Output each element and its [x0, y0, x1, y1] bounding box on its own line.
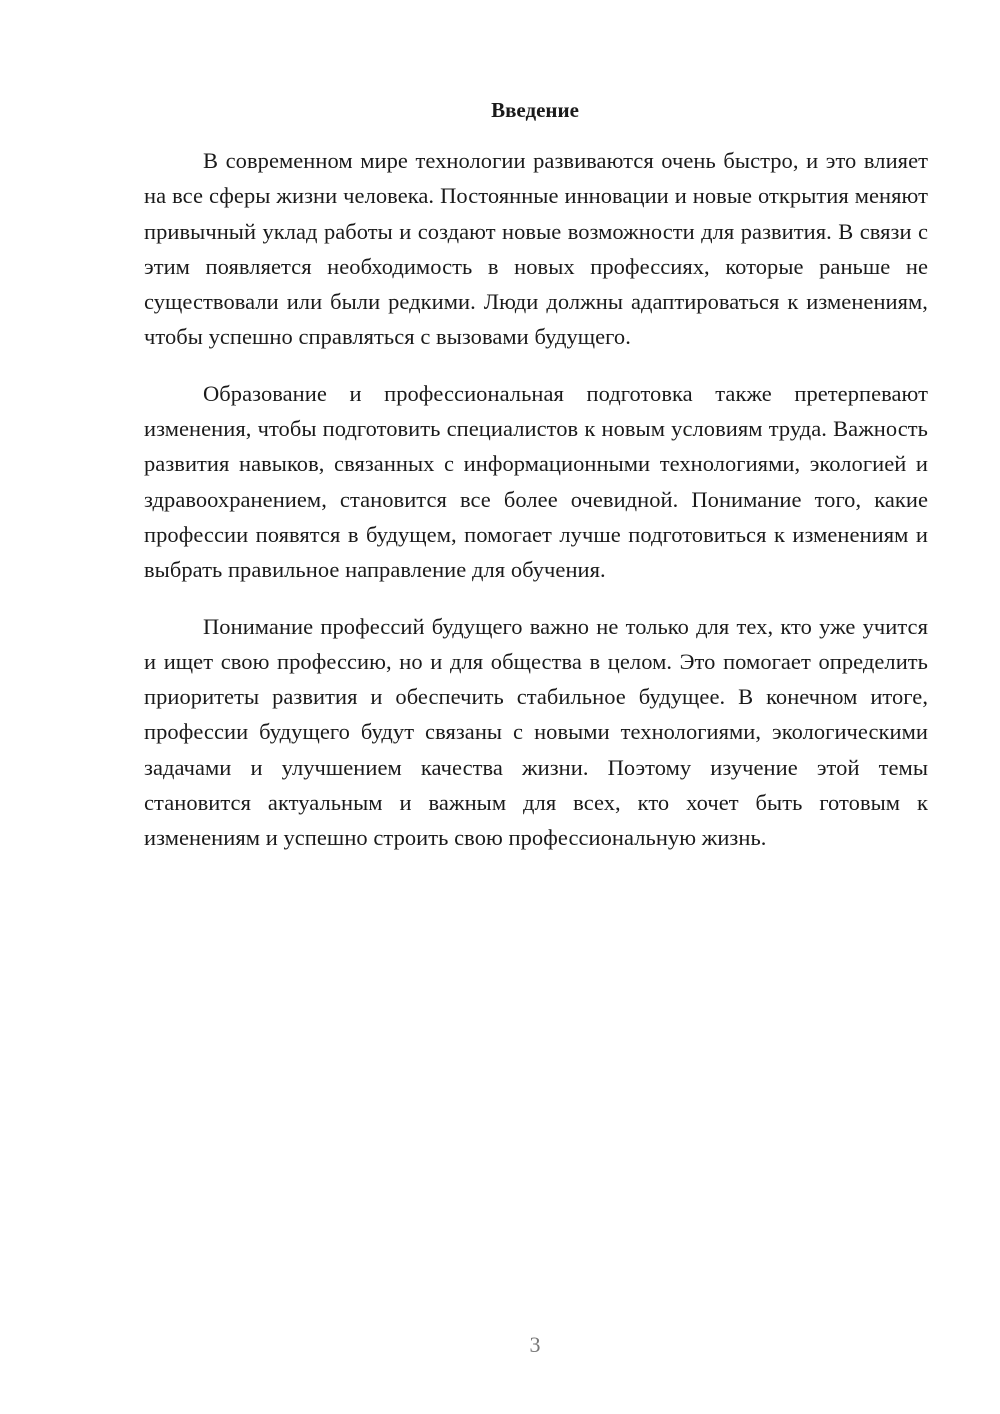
paragraph: В современном мире технологии развиваются очень быстро, и это влияет на все сферы жизни человека. Постоянные инновации и новые открытия меняют привычный уклад работы и создают новые возможности для развития. В связи с этим появляется необходимость в новых профессиях, которые раньше не существовали или были редкими. Люди должны адаптироваться к изменениям, чтобы успешно справляться с вызовами будущего.	[144, 148, 928, 350]
paragraph: Образование и профессиональная подготовка также претерпевают изменения, чтобы подготовить специалистов к новым условиям труда. Важность развития навыков, связанных с информационными технологиями, экологией и здравоохранением, становится все более очевидной. Понимание того, какие профессии появятся в будущем, помогает лучше подготовиться к изменениям и выбрать правильное направление для обучения.	[144, 380, 928, 583]
section-heading: Введение	[491, 98, 579, 122]
document-body	[144, 143, 928, 856]
paragraph: Понимание профессий будущего важно не только для тех, кто уже учится и ищет свою профессию, но и для общества в целом. Это помогает определить приоритеты развития и обеспечить стабильное будущее. В конечном итоге, профессии будущего будут связаны с новыми технологиями, экологическими задачами и улучшением качества жизни. Поэтому изучение этой темы становится актуальным и важным для всех, кто хочет быть готовым к изменениям и успешно строить свою профессиональную жизнь.	[144, 613, 928, 851]
page-number: 3	[529, 1332, 541, 1357]
